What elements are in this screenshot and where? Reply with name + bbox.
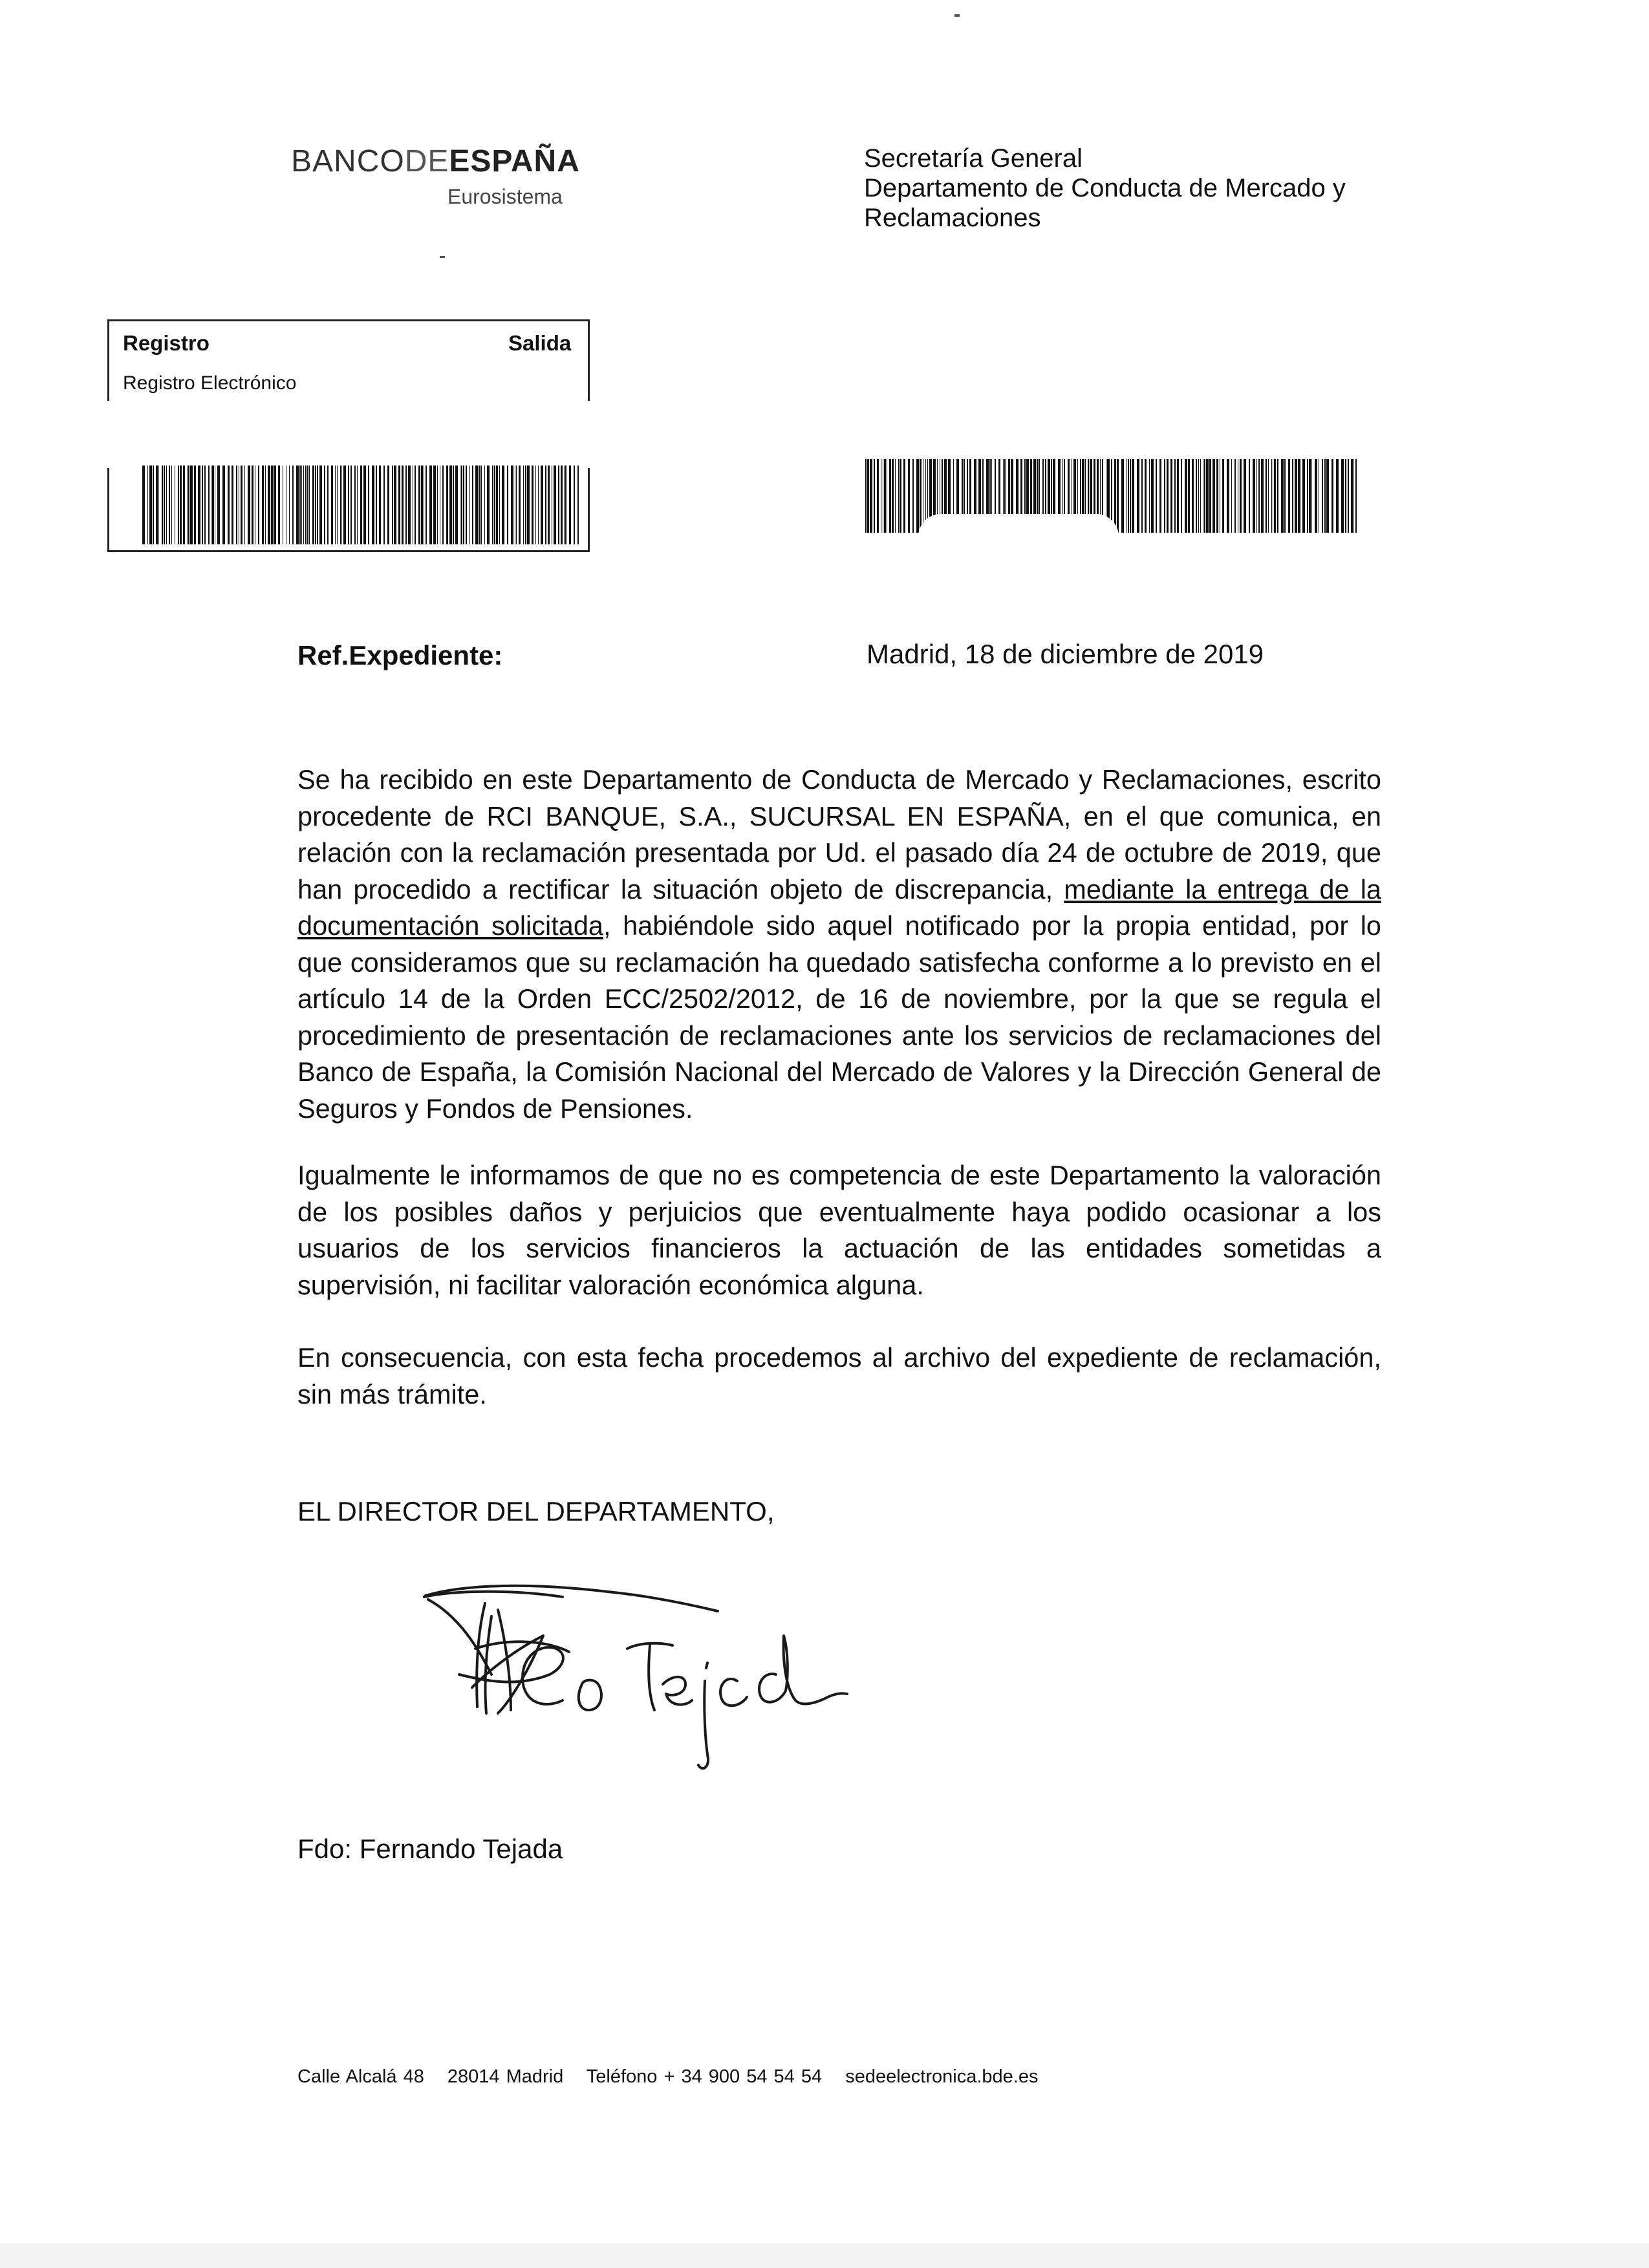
barcode-bar xyxy=(372,465,374,544)
barcode-bar xyxy=(1315,455,1317,533)
body-paragraph-1 xyxy=(297,762,1381,1127)
barcode-bar xyxy=(472,465,473,544)
barcode-bar xyxy=(147,465,148,544)
barcode-bar xyxy=(461,465,462,544)
barcode-bar xyxy=(421,465,423,544)
barcode-bar xyxy=(241,465,242,544)
barcode-bar xyxy=(307,465,308,544)
barcode-bar xyxy=(278,465,280,544)
barcode-bar xyxy=(475,465,478,544)
body-paragraph-2: Igualmente le informamos de que no es competencia de este Departamento la valoración de los posibles daños y perjuicios que eventualmente haya podido ocasionar a los usuarios de los servicios financieros la actuación de las entidades sometidas a supervisión, ni facilitar valoración económica alguna. xyxy=(297,1160,1381,1300)
barcode-bar xyxy=(898,455,900,533)
barcode-bar xyxy=(1132,455,1134,533)
barcode-bar xyxy=(1156,455,1157,533)
redacted-area xyxy=(860,381,1371,459)
barcode-bar xyxy=(398,465,400,544)
barcode-bar xyxy=(1298,455,1300,533)
barcode-bar xyxy=(874,455,875,533)
barcode-bar xyxy=(350,465,352,544)
barcode-bar xyxy=(511,465,513,544)
barcode-bar xyxy=(317,465,318,544)
barcode-bar xyxy=(292,465,294,544)
barcode-bar xyxy=(158,465,159,544)
barcode-bar xyxy=(408,465,411,544)
barcode-bar xyxy=(178,465,179,544)
barcode-bar xyxy=(405,465,407,544)
barcode-bar xyxy=(1204,455,1205,533)
barcode-bar xyxy=(265,465,266,544)
barcode-bar xyxy=(1137,455,1139,533)
barcode-bar xyxy=(363,465,366,544)
barcode-bar xyxy=(487,465,490,544)
barcode-bar xyxy=(1266,455,1267,533)
barcode-bar xyxy=(433,465,436,544)
barcode-bar xyxy=(870,455,872,533)
barcode-bar xyxy=(289,465,290,544)
barcode-bar xyxy=(379,465,381,544)
barcode-bar xyxy=(561,465,563,544)
barcode-bar xyxy=(319,465,322,544)
barcode-bar xyxy=(1181,455,1182,533)
barcode-bar xyxy=(895,455,896,533)
barcode-bar xyxy=(565,465,566,544)
barcode-bar xyxy=(1206,455,1209,533)
barcode-bar xyxy=(1268,455,1269,533)
barcode-bar xyxy=(1331,455,1333,533)
barcode-bar xyxy=(437,465,438,544)
barcode-bar xyxy=(327,465,329,544)
barcode-bar xyxy=(354,465,356,544)
barcode-bar xyxy=(368,465,369,544)
barcode-bar xyxy=(312,465,314,544)
barcode-bar xyxy=(1227,455,1229,533)
barcode-bar xyxy=(877,455,879,533)
barcode-bar xyxy=(1240,455,1242,533)
barcode-bar xyxy=(519,465,521,544)
bank-logo-subtitle: Eurosistema xyxy=(447,185,563,208)
barcode-bar xyxy=(1170,455,1172,533)
barcode-bar xyxy=(892,455,894,533)
barcode-bar xyxy=(1274,455,1276,533)
barcode-bar xyxy=(296,465,299,544)
redacted-area xyxy=(918,514,1119,559)
barcode-bar xyxy=(429,465,432,544)
barcode-bar xyxy=(502,465,504,544)
registro-type: Salida xyxy=(508,331,572,355)
barcode-bar xyxy=(331,465,333,544)
barcode-bar xyxy=(188,465,189,544)
barcode-bar xyxy=(527,465,530,544)
barcode-bar xyxy=(1196,455,1197,533)
barcode-bar xyxy=(479,465,480,544)
barcode-bar xyxy=(1121,455,1124,533)
body-p1-underlined: mediante la entrega de la documentación solicitada xyxy=(297,873,1381,941)
barcode-bar xyxy=(903,455,905,533)
barcode-bar xyxy=(1324,455,1326,533)
barcode-bar xyxy=(232,465,233,544)
barcode-bar xyxy=(558,465,559,544)
barcode-bar xyxy=(1114,455,1116,533)
barcode-bar xyxy=(577,465,579,544)
reference-label: Ref.Expediente: xyxy=(297,640,503,670)
department-line: Departamento de Conducta de Mercado y xyxy=(864,174,1346,202)
registro-title: Registro xyxy=(123,331,210,355)
barcode-bar xyxy=(1192,455,1194,533)
barcode-bar xyxy=(541,465,543,544)
barcode-bar xyxy=(341,465,342,544)
scan-speck xyxy=(954,14,960,17)
barcode-bar xyxy=(156,465,158,544)
barcode-bar xyxy=(1271,455,1272,533)
barcode-bar xyxy=(169,465,170,544)
barcode-bar xyxy=(418,465,420,544)
barcode-bar xyxy=(1145,455,1147,533)
bank-logo-wordmark xyxy=(291,144,580,179)
barcode-bar xyxy=(499,465,500,544)
barcode-bar xyxy=(1209,455,1211,533)
barcode-bar xyxy=(463,465,464,544)
barcode-bar xyxy=(183,465,185,544)
barcode-bar xyxy=(337,465,338,544)
barcode-bar xyxy=(194,465,196,544)
barcode-bar xyxy=(916,455,919,533)
footer-contact xyxy=(297,2066,1038,2088)
barcode-bar xyxy=(357,465,358,544)
barcode-bar xyxy=(190,465,193,544)
barcode-bar xyxy=(1141,455,1143,533)
scan-edge xyxy=(0,2243,1649,2268)
barcode-bar xyxy=(535,465,536,544)
barcode-bar xyxy=(1322,455,1323,533)
barcode-bar xyxy=(455,465,458,544)
barcode-bar xyxy=(303,465,304,544)
barcode-bar xyxy=(1311,455,1312,533)
barcode-bar xyxy=(574,465,575,544)
department-line: Reclamaciones xyxy=(864,204,1041,232)
barcode-bar xyxy=(516,465,517,544)
barcode-bar xyxy=(252,465,253,544)
barcode-bar xyxy=(301,465,302,544)
barcode-bar xyxy=(523,465,524,544)
barcode-bar xyxy=(900,455,901,533)
footer-postal: 28014 Madrid xyxy=(447,2066,564,2087)
barcode-bar xyxy=(453,465,454,544)
barcode-bar xyxy=(212,465,214,544)
barcode-bar xyxy=(1281,455,1284,533)
barcode-bar xyxy=(569,465,571,544)
body-paragraph-3: En consecuencia, con esta fecha procedemos al archivo del expediente de reclamación, sin más trámite. xyxy=(297,1342,1381,1409)
barcode-bar xyxy=(1249,455,1250,533)
barcode-bar xyxy=(494,465,495,544)
barcode-bar xyxy=(1159,455,1161,533)
barcode-bar xyxy=(166,465,167,544)
barcode-bar xyxy=(387,465,389,544)
barcode-bar xyxy=(1265,455,1266,533)
bank-logo-part2: DE xyxy=(404,144,449,178)
barcode-bar xyxy=(1284,455,1286,533)
barcode-bar xyxy=(1185,455,1187,533)
barcode-bar xyxy=(442,465,444,544)
barcode-bar xyxy=(1341,455,1344,533)
barcode-bar xyxy=(180,465,182,544)
barcode-bar xyxy=(360,465,362,544)
bank-logo-part3: ESPAÑA xyxy=(449,144,580,178)
barcode-bar xyxy=(394,465,396,544)
barcode-bar xyxy=(162,465,163,544)
barcode-bar xyxy=(268,465,270,544)
barcode-bar xyxy=(1126,455,1127,533)
barcode-bar xyxy=(1174,455,1176,533)
barcode-bar xyxy=(480,465,482,544)
barcode-bar xyxy=(492,465,493,544)
barcode-bar xyxy=(469,465,470,544)
closing-title: EL DIRECTOR DEL DEPARTAMENTO, xyxy=(297,1496,775,1526)
barcode-bar xyxy=(309,465,310,544)
barcode-bar xyxy=(1277,455,1278,533)
barcode-bar xyxy=(258,465,259,544)
barcode-bar xyxy=(187,465,188,544)
barcode-bar xyxy=(202,465,203,544)
barcode-bar xyxy=(171,465,172,544)
barcode-bar xyxy=(1261,455,1264,533)
barcode-bar xyxy=(248,465,250,544)
barcode-bar xyxy=(376,465,377,544)
barcode-bar xyxy=(1130,455,1131,533)
barcode-bar xyxy=(1348,455,1349,533)
barcode-bar xyxy=(554,465,556,544)
barcode-bar xyxy=(236,465,237,544)
footer-phone: Teléfono + 34 900 54 54 54 xyxy=(586,2066,823,2087)
barcode-bar xyxy=(324,465,325,544)
barcode-bar xyxy=(1253,455,1255,533)
barcode-bar xyxy=(402,465,404,544)
barcode-bar xyxy=(1244,455,1246,533)
barcode-bar xyxy=(274,465,276,544)
barcode-bar xyxy=(1302,455,1305,533)
body-p1-text-a: Se ha recibido en este Departamento de Conducta de Mercado y Reclamaciones, escrito procedente de RCI BANQUE, S.A., SUCURSAL EN ESPAÑA, en el que comunica, en relación con la reclamación presentada por Ud. el pasado día 24 de octubre de 2019, que han procedido a rectificar la situación objeto de discrepancia, xyxy=(297,764,1381,904)
barcode-bar xyxy=(1231,455,1232,533)
barcode-bar xyxy=(525,465,526,544)
barcode-bar xyxy=(1351,455,1353,533)
barcode-bar xyxy=(305,465,306,544)
department-header xyxy=(864,144,1346,233)
barcode-bar xyxy=(1295,455,1297,533)
barcode-bar xyxy=(1256,455,1257,533)
barcode-bar xyxy=(149,465,152,544)
barcode-bar xyxy=(889,455,891,533)
handwritten-signature xyxy=(414,1578,854,1791)
registro-barcode xyxy=(142,465,579,544)
barcode-bar xyxy=(228,465,230,544)
barcode-bar xyxy=(545,465,546,544)
barcode-bar xyxy=(392,465,393,544)
barcode-bar xyxy=(884,455,886,533)
barcode-bar xyxy=(1309,455,1311,533)
barcode-bar xyxy=(1234,455,1236,533)
barcode-bar xyxy=(1336,455,1339,533)
barcode-bar xyxy=(496,465,498,544)
barcode-bar xyxy=(548,465,550,544)
barcode-bar xyxy=(532,465,534,544)
barcode-bar xyxy=(244,465,245,544)
footer-address: Calle Alcalá 48 xyxy=(297,2066,424,2087)
barcode-bar xyxy=(153,465,154,544)
barcode-bar xyxy=(1167,455,1169,533)
barcode-bar xyxy=(142,465,145,544)
body-p1-text-b: , habiéndole sido aquel notificado por la propia entidad, por lo que consideramos que su reclamación ha quedado satisfecha conforme a lo previsto en el artículo 14 de la Orden ECC/2502/2012, de 16 de noviembre, por la que se regula el procedimiento de presentación de reclamaciones ante los servicios de reclamaciones del Banco de España, la Comisión Nacional del Mercado de Valores y la Dirección General de Seguros y Fondos de Pensiones. xyxy=(297,910,1381,1124)
department-line: Secretaría General xyxy=(864,144,1083,173)
letter-date: Madrid, 18 de diciembre de 2019 xyxy=(867,639,1264,669)
footer-website: sedeelectronica.bde.es xyxy=(845,2066,1039,2087)
barcode-bar xyxy=(867,455,869,533)
barcode-bar xyxy=(383,465,385,544)
barcode-bar xyxy=(1128,455,1129,533)
barcode-bar xyxy=(299,465,301,544)
barcode-bar xyxy=(348,465,349,544)
barcode-bar xyxy=(908,455,910,533)
barcode-bar xyxy=(507,465,508,544)
barcode-bar xyxy=(164,465,165,544)
barcode-bar xyxy=(335,465,336,544)
bank-logo-part1: BANCO xyxy=(291,144,405,178)
barcode-bar xyxy=(1151,455,1154,533)
redacted-area xyxy=(97,401,601,468)
barcode-bar xyxy=(1164,455,1165,533)
barcode-bar xyxy=(1149,455,1150,533)
barcode-bar xyxy=(315,465,316,544)
barcode-bar xyxy=(271,465,274,544)
barcode-bar xyxy=(208,465,210,544)
registro-subtitle: Registro Electrónico xyxy=(123,372,297,394)
barcode-bar xyxy=(198,465,200,544)
barcode-bar xyxy=(1258,455,1260,533)
barcode-bar xyxy=(1177,455,1179,533)
barcode-bar xyxy=(1216,455,1218,533)
barcode-bar xyxy=(415,465,416,544)
barcode-bar xyxy=(204,465,206,544)
barcode-bar xyxy=(340,465,341,544)
barcode-bar xyxy=(1353,455,1354,533)
barcode-bar xyxy=(343,465,346,544)
barcode-bar xyxy=(564,465,565,544)
barcode-bar xyxy=(1307,455,1308,533)
signer-name: Fdo: Fernando Tejada xyxy=(297,1834,563,1864)
barcode-bar xyxy=(1345,455,1346,533)
barcode-bar xyxy=(1117,455,1119,533)
barcode-bar xyxy=(1212,455,1215,533)
barcode-bar xyxy=(222,465,225,544)
barcode-bar xyxy=(865,455,867,533)
barcode-bar xyxy=(538,465,539,544)
barcode-bar xyxy=(1188,455,1190,533)
barcode-bar xyxy=(217,465,220,544)
barcode-bar xyxy=(1355,455,1357,533)
barcode-bar xyxy=(920,455,921,533)
scan-speck xyxy=(440,256,445,258)
barcode-bar xyxy=(1222,455,1224,533)
barcode-bar xyxy=(426,465,427,544)
barcode-bar xyxy=(484,465,485,544)
barcode-bar xyxy=(1292,455,1293,533)
barcode-bar xyxy=(1200,455,1201,533)
barcode-bar xyxy=(446,465,448,544)
barcode-bar xyxy=(466,465,467,544)
barcode-bar xyxy=(912,455,914,533)
barcode-bar xyxy=(1326,455,1329,533)
barcode-bar xyxy=(449,465,452,544)
barcode-bar xyxy=(1288,455,1290,533)
barcode-bar xyxy=(1198,455,1199,533)
barcode-bar xyxy=(262,465,264,544)
